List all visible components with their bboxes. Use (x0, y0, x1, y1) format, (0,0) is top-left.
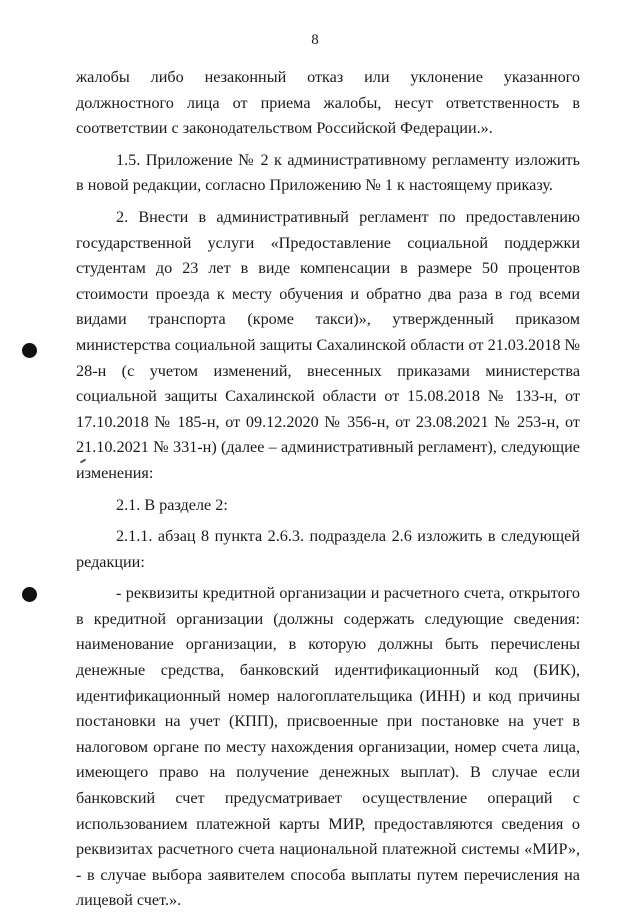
paragraph-2: 2. Внести в административный регламент по предоставлению государственной услуги «Предоставление социальной поддержки студентам до 23 лет в виде компенсации в размере 50 процентов стоимости проезда к месту обучения и обратно два раза в год всеми видами транспорта (кроме такси)», утвержденный приказом министерства социальной защиты Сахалинской области от 21.03.2018 № 28-н (с учетом изменений, внесенных приказами министерства социальной защиты Сахалинской области от 15.08.2018 № 133-н, от 17.10.2018 № 185-н, от 09.12.2020 № 356-н, от 23.08.2021 № 253-н, от 21.10.2021 № 331-н) (далее – административный регламент), следующие изменения: (76, 207, 580, 482)
punch-hole-mark (22, 587, 37, 602)
paragraph-continuation: жалобы либо незаконный отказ или уклонение указанного должностного лица от приема жалобы, несут ответственность в соответствии с законодательством Российской Федерации.». (76, 68, 580, 138)
paragraph-2-1-1: 2.1.1. абзац 8 пункта 2.6.3. подраздела 2.6 изложить в следующей редакции: (76, 527, 580, 571)
document-body (76, 65, 580, 914)
paragraph-2-1: 2.1. В разделе 2: (116, 495, 228, 514)
punch-hole-mark (22, 343, 37, 358)
page-number: 8 (311, 32, 319, 48)
paragraph-requisites-quote: - реквизиты кредитной организации и расчетного счета, открытого в кредитной организации (должны содержать следующие сведения: наименование организации, в которую должны быть перечислены денежные средства, банковский идентификационный код (БИК), идентификационный номер налогоплательщика (ИНН) и код причины постановки на учет (КПП), присвоенные при постановке на учет в налоговом органе по месту нахождения организации, номер счета лица, имеющего право на получение денежных выплат). В случае если банковский счет предусматривает осуществление операций с использованием платежной карты МИР, предоставляются сведения о реквизитах расчетного счета национальной платежной системы «МИР», - в случае выбора заявителем способа выплаты путем перечисления на лицевой счет.». (76, 584, 580, 910)
paragraph-1-5: 1.5. Приложение № 2 к административному регламенту изложить в новой редакции, согласно Приложению № 1 к настоящему приказу. (76, 150, 580, 195)
